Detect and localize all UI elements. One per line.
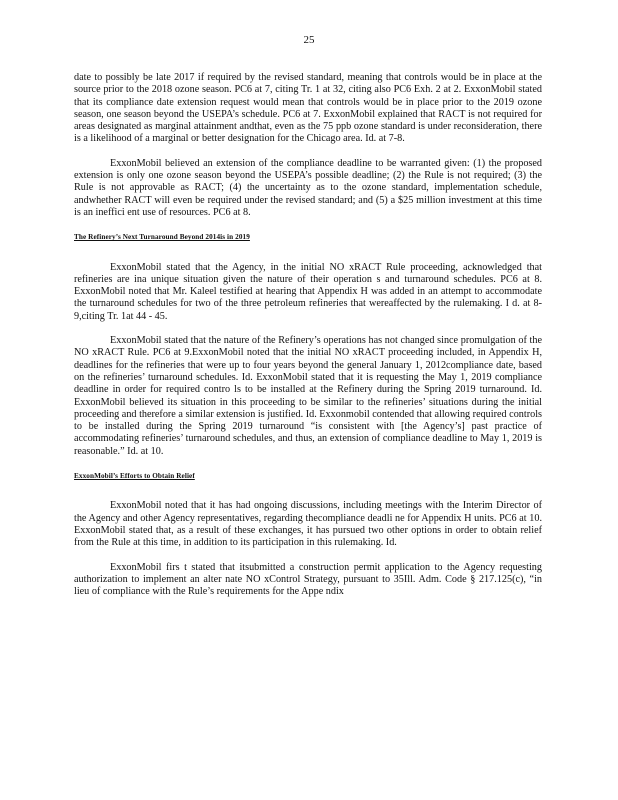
- document-body: [74, 72, 542, 610]
- paragraph: ExxonMobil stated that the Agency, in the initial NO xRACT Rule proceeding, acknowledged that refineries are ina unique situation given the nature of their operation s and turnaround schedules. PC6 at 8. ExxonMobil noted that Mr. Kaleel testified at hearing that Appendix H was added in an attempt to accommodate the turnaround schedules for two of the three petroleum refineries that wereaffected by the rulemaking. I d. at 8-9,citing Tr. 1at 44 - 45.: [74, 261, 542, 322]
- page-number: 25: [303, 34, 315, 46]
- paragraph: ExxonMobil noted that it has had ongoing discussions, including meetings with the Interim Director of the Agency and other Agency representatives, regarding thecompliance deadli ne for Appendix H units. PC6 at 10. ExxonMobil stated that, as a result of these exchanges, it has pursued two other options in order to obtain relief from the Rule at this time, in addition to its participation in this rulemaking. Id.: [74, 500, 542, 549]
- section-heading: ExxonMobil’s Efforts to Obtain Relief: [74, 472, 195, 481]
- section-heading: The Refinery’s Next Turnaround Beyond 2014is in 2019: [74, 233, 250, 242]
- paragraph: ExxonMobil believed an extension of the compliance deadline to be warranted given: (1) the proposed extension is only one ozone season beyond the USEPA’s possible deadline; (2) the Rule is not required; (3) the Rule is not approvable as RACT; (4) the uncertainty as to the ozone standard, implementation schedule, andwhether RACT will even be required under the revised standard; and (5) a $25 million investment at this time is an ineffici ent use of resources. PC6 at 8.: [74, 157, 542, 218]
- paragraph: ExxonMobil stated that the nature of the Refinery’s operations has not changed since promulgation of the NO xRACT Rule. PC6 at 9.ExxonMobil noted that the initial NO xRACT proceeding included, in Appendix H, deadlines for the refineries that were up to four years beyond the general January 1, 2012compliance date, based on the refineries’ turnaround schedules. Id. ExxonMobil stated that it is requesting the May 1, 2019 compliance deadline in order for required contro ls to be installed at the Refinery during the Spring 2019 turnaround. Id. ExxonMobil believed its situation in this proceeding to be similar to the refineries’ situations during the initial proceeding and therefore a similar extension is justified. Id. Exxonmobil contended that allowing required controls to be installed during the Spring 2019 turnaround “is consistent with [the Agency’s] past practice of accommodating refineries’ turnaround schedules, and thus, an extension of compliance deadline to May 1, 2019 is reasonable.” Id. at 10.: [74, 335, 542, 457]
- paragraph: date to possibly be late 2017 if required by the revised standard, meaning that controls would be in place at the source prior to the 2018 ozone season. PC6 at 7, citing Tr. 1 at 32, citing also PC6 Exh. 2 at 2. ExxonMobil stated that its compliance date extension request would mean that controls would be in place prior to the 2019 ozone season, one season beyond the USEPA’s schedule. PC6 at 7. ExxonMobil explained that RACT is not required for areas designated as marginal attainment andthat, even as the 75 ppb ozone standard is under reconsideration, there is a likelihood of a marginal or better designation for the Chicago area. Id. at 7-8.: [74, 72, 542, 145]
- paragraph: ExxonMobil firs t stated that itsubmitted a construction permit application to the Agency requesting authorization to implement an alter nate NO xControl Strategy, pursuant to 35Ill. Adm. Code § 217.125(c), “in lieu of compliance with the Rule’s requirements for the Appe ndix: [74, 561, 542, 598]
